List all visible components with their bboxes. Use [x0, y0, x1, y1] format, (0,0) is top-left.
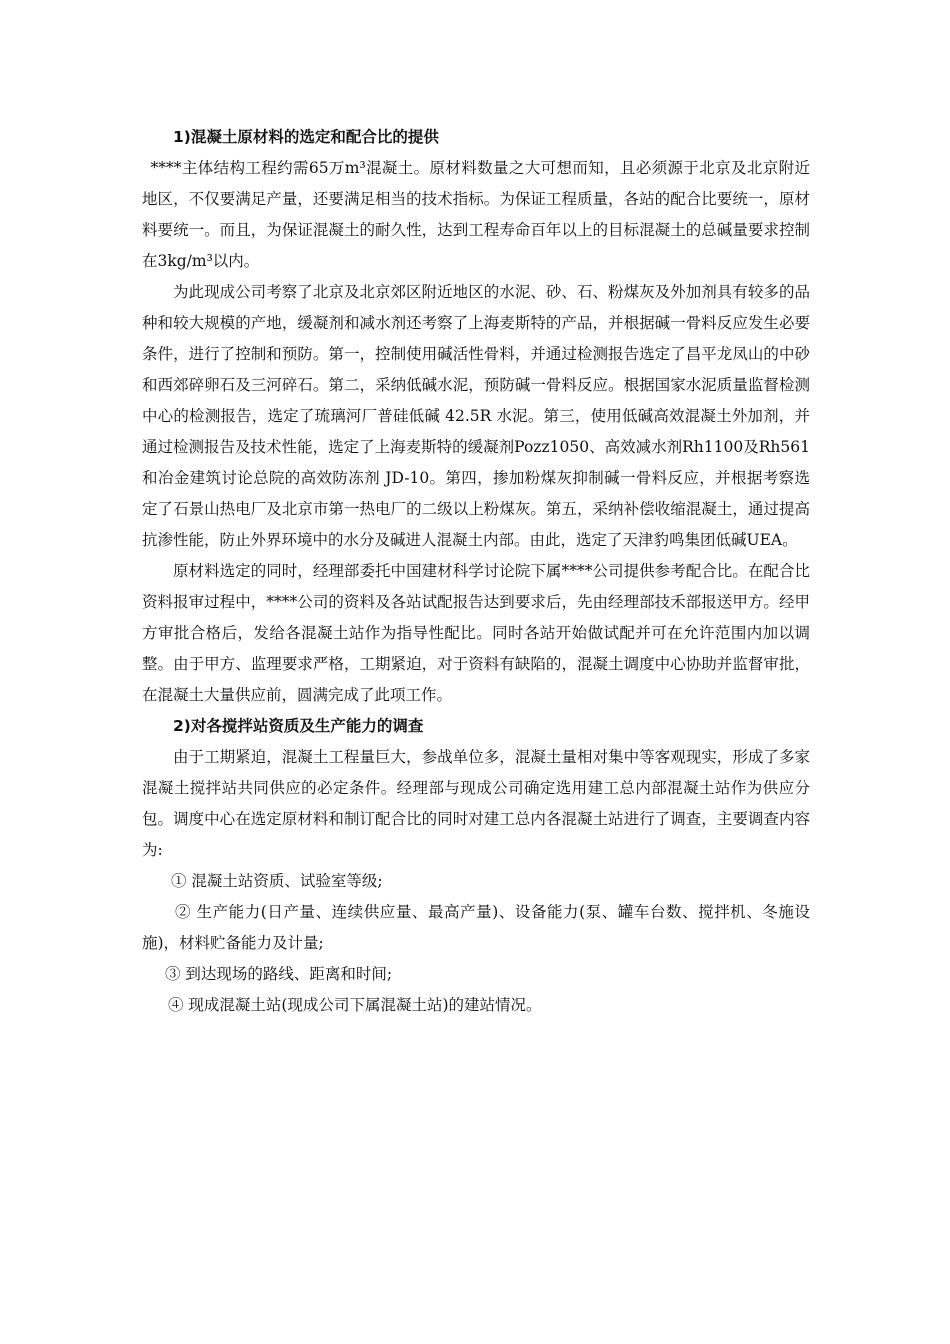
paragraph-concrete-volume: ****主体结构工程约需65万m³混凝土。原材料数量之大可想而知，且必须源于北京及北京附近地区，不仅要满足产量，还要满足相当的技术指标。为保证工程质量，各站的配合比要统一，原材料要统一。而且，为保证混凝土的耐久性，达到工程寿命百年以上的目标混凝土的总碱量要求控制在3kg/m³以内。 [142, 159, 810, 270]
paragraph-supply-conditions: 由于工期紧迫，混凝土工程量巨大，参战单位多，混凝土量相对集中等客观现实，形成了多家混凝土搅拌站共同供应的必定条件。经理部与现成公司确定选用建工总内部混凝土站作为供应分包。调度中心在选定原材料和制订配合比的同时对建工总内各混凝土站进行了调查，主要调查内容为: [142, 748, 810, 859]
list-item: ② 生产能力(日产量、连续供应量、最高产量)、设备能力(泵、罐车台数、搅拌机、冬施设施)，材料贮备能力及计量; [142, 903, 810, 952]
list-item: ③ 到达现场的路线、距离和时间; [165, 965, 393, 983]
list-item: ④ 现成混凝土站(现成公司下属混凝土站)的建站情况。 [168, 996, 542, 1014]
section-heading-materials: 1)混凝土原材料的选定和配合比的提供 [173, 128, 439, 146]
paragraph-mix-ratio: 原材料选定的同时，经理部委托中国建材科学讨论院下属****公司提供参考配合比。在配合比资料报审过程中，****公司的资料及各站试配报告达到要求后，先由经理部技禾部报送甲方。经甲方审批合格后，发给各混凝土站作为指导性配比。同时各站开始做试配并可在允许范围内加以调整。由于甲方、监理要求严格，工期紧迫，对于资料有缺陷的，混凝土调度中心协助并监督审批，在混凝土大量供应前，圆满完成了此项工作。 [142, 562, 810, 704]
section-heading-station-survey: 2)对各搅拌站资质及生产能力的调查 [173, 717, 424, 735]
document-body [142, 122, 810, 1021]
list-item: ① 混凝土站资质、试验室等级; [171, 872, 383, 890]
paragraph-material-selection: 为此现成公司考察了北京及北京郊区附近地区的水泥、砂、石、粉煤灰及外加剂具有较多的品种和较大规模的产地，缓凝剂和减水剂还考察了上海麦斯特的产品，并根据碱一骨料反应发生必要条件，进行了控制和预防。第一，控制使用碱活性骨料，并通过检测报告选定了昌平龙凤山的中砂和西郊碎卵石及三河碎石。第二，采纳低碱水泥，预防碱一骨料反应。根据国家水泥质量监督检测中心的检测报告，选定了琉璃河厂普硅低碱 42.5R 水泥。第三，使用低碱高效混凝土外加剂，并通过检测报告及技术性能，选定了上海麦斯特的缓凝剂Pozz1050、高效减水剂Rh1100及Rh561和冶金建筑讨论总院的高效防冻剂 JD-10。第四，掺加粉煤灰抑制碱一骨料反应，并根据考察选定了石景山热电厂及北京市第一热电厂的二级以上粉煤灰。第五，采纳补偿收缩混凝土，通过提高抗渗性能，防止外界环境中的水分及碱进人混凝土内部。由此，选定了天津豹鸣集团低碱UEA。 [142, 283, 810, 549]
